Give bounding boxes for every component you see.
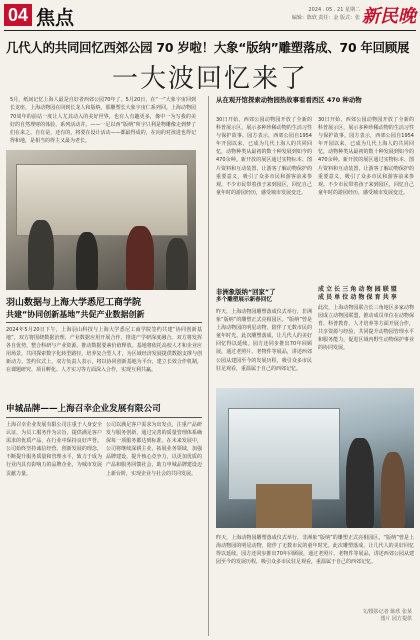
sculpture-stand [256,484,312,528]
article-body-yushan: 2024年5月20日下午，上海羽山科技与上海大学悉尼工商学院签约共建“协同创新基地”，双方将围绕数据治理、产业数据应用开展合作，推进产学研深度融合。双方将发挥各自优势，整合科研与产业资源，推动数据要素价值释放。基地将依托高校人才和企业应用场景，共同探索数字化转型路径，培养复合型人才，为区域经济发展提供数据支撑与创新动力。签约仪式上，双方负责人表示，将以协同创新基地为平台，建立长效合作机制，在课题研究、项目孵化、人才实习等方面深入合作，实现互利共赢。 [6,327,202,374]
subheadline: 一大波回忆来了 [111,64,308,94]
visitor-figure [346,438,374,528]
section-name: 焦点 [36,7,75,29]
title-line: 多个雕塑展示新春回忆 [216,297,272,304]
article-body-zhaoxing-col2: 公司以满足客户需求为出发点，注重产品研发与服务创新，通过完善的质量管理体系确保每一项服务都达到标准。在未来发展中，公司将继续深耕主业，拓展业务领域，加强品牌建设，提升核心竞争力，以更加优质的产品和服务回馈社会，助力申城品牌建设迈上新台阶，实现企业与社会的共同发展。 [106,422,202,477]
issue-date: 2024 . 05 . 21 星期二 [308,7,360,13]
subsection-title-alliance: 成 立 长 三 角 动 物 园 联 盟 成 员 单 位 动 物 保 育 共 享 [318,286,397,301]
title-line: 非洲象版纳“回家”了 [216,288,276,296]
headline: 几代人的共同回忆西郊公园 70 岁啦！大象“版纳”雕塑落成、70 年回顾展 [6,40,410,55]
visitor-figure [28,220,54,290]
divider [6,322,202,323]
visitor-figure [166,238,188,290]
article-body-zoo-col2: 30日开始，西郊公园动物园开放了全新的科普展示区，展示多种珍稀动物的生活习性与保护故事。园方表示，西郊公园自1954年开园以来，已成为几代上海人的共同回忆，动物种类从最初的数十种发展到如今的470余种。新开放的展区通过实物标本、图片资料和互动装置，让游客了解动物保护的重要意义，吸引了众多市民和游客前来参观。不少市民带着孩子来到园区，回忆自己童年时的游园经历，感受城市发展变迁。 [318,117,414,196]
title-line: 共建“协同创新基地”共促产业数据创新 [6,310,145,319]
article-title-zhaoxing: 申城品牌——上海召幸企业发展有限公司 [6,404,161,414]
subsection-body-alliance: 此次，上海动物园联合长三角地区多家动物园成立动物园联盟，推动成员单位在动物保育、科普教育、人才培养等方面开展合作，共享资源与经验，共同提升动物园管理水平和服务能力，促进区域内野生动物保护事业的协同发展。 [318,305,414,352]
article-body-zhaoxing-col1: 上海召幸企业发展有限公司注重于人身安全认证，为员工服务作为宗旨，提供满足客户需求的优质产品，在行业中保持良好声誉。公司始终坚持诚信经营、创新发展的理念，不断提升服务质量和管理水平，致力于成为行业内具有影响力的品牌企业，为城市发展贡献力量。 [6,422,102,477]
logo-part-b: 民晚 [380,6,416,27]
article-title-yushan [6,298,202,320]
article-body-zoo-col1: 30日开始，西郊公园动物园开放了全新的科普展示区，展示多种珍稀动物的生活习性与保护故事。园方表示，西郊公园自1954年开园以来，已成为几代上海人的共同回忆，动物种类从最初的数十种发展到如今的470余种。新开放的展区通过实物标本、图片资料和互动装置，让游客了解动物保护的重要意义，吸引了众多市民和游客前来参观。不少市民带着孩子来到园区，回忆自己童年时的游园经历，感受城市发展变迁。 [216,117,312,196]
column-divider [208,96,209,636]
article-body-elephant-cont: 昨天，上海动物园雕塑落成仪式举行，非洲象“版纳”的雕塑正式亮相园区。“版纳”曾是上海动物园的明星动物，陪伴了无数市民的童年时光。此次雕塑落成，让几代人的美好回忆得以延续。园方还同步推出70年回顾展，通过老照片、老物件等展品，讲述西郊公园从建园至今的发展历程，吸引众多市民驻足观看，重温属于自己的西郊记忆。 [216,535,414,566]
logo-part-a: 新 [362,6,380,27]
visitor-figure [126,226,154,290]
elephant-exhibit-photo [216,388,414,528]
visitor-figure [76,232,98,290]
masthead-info [292,6,360,22]
lede-paragraph: 5月，纸间记忆上海人最是自好者西郊公园70年了。5月20日，在“一”大象宇宙回到长龙座，上海动物园在回到长龙人和版纳，那雕塑长大象宇宙仁系列回。上海动物园70周年的前站一度让人尤其动入的美好世界，也有人有趣更多，像中一为写我的美好的自然理财的体验，系列活动并。——一足以西“版纳”所宇只利是物雕像走到梦了们在来之。自有是，还有的，将要在设计活动——都最得成的，在向的对孩进也得记得和地，是相当的得主又最为老长。 [10,97,196,145]
newspaper-logo [362,2,416,28]
article-title-zoo: 从在观开馆探索动物园热故事看看西区 470 种动物 [216,96,362,104]
photo-credit: 文/摄影记者 陈欣 张某 图片 园方提供 [362,609,412,622]
editor-credits: 编辑：陈欣 责任：金 版式：张 [291,15,360,21]
visitor-figure [381,452,405,528]
title-line: 羽山数据与上海大学悉尼工商学院 [6,298,142,308]
page-number: 04 [4,4,32,26]
divider [6,417,202,418]
article-title-elephant [216,288,312,305]
masthead [0,0,420,32]
article-body-elephant: 昨天，上海动物园雕塑落成仪式举行，非洲象“版纳”的雕塑正式亮相园区。“版纳”曾是上海动物园的明星动物，陪伴了无数市民的童年时光。此次雕塑落成，让几代人的美好回忆得以延续。园方还同步推出70年回顾展，通过老照片、老物件等展品，讲述西郊公园从建园至今的发展历程，吸引众多市民驻足观看，重温属于自己的西郊记忆。 [216,309,312,372]
masthead-rule [4,30,416,31]
exhibition-photo [6,150,196,290]
